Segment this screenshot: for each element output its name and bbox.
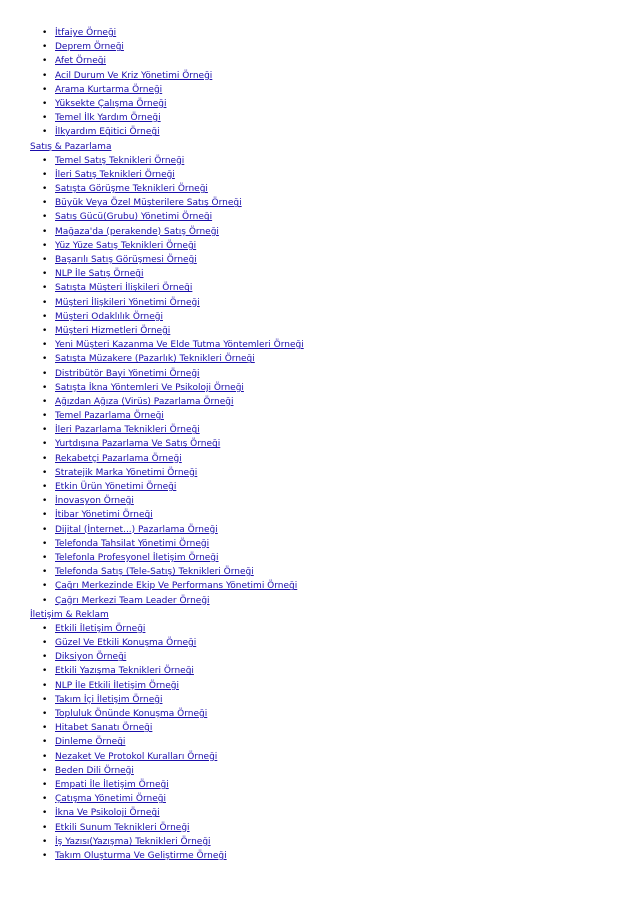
list-item xyxy=(30,806,304,820)
bullet-icon: • xyxy=(42,70,48,81)
link-dijital-internet-pazarlama-ornegi[interactable]: Dijital (İnternet...) Pazarlama Örneği xyxy=(55,524,218,535)
bullet-icon: • xyxy=(42,42,48,53)
bullet-icon: • xyxy=(42,794,48,805)
link-itibar-yonetimi-ornegi[interactable]: İtibar Yönetimi Örneği xyxy=(55,510,153,521)
list-item xyxy=(30,111,304,125)
bullet-icon: • xyxy=(42,127,48,138)
list-item xyxy=(30,849,304,863)
bullet-icon: • xyxy=(42,297,48,308)
list-item xyxy=(30,225,304,239)
link-agizdan-agiza-virus-pazarlama-ornegi[interactable]: Ağızdan Ağıza (Virüs) Pazarlama Örneği xyxy=(55,396,234,407)
link-yuksekte-calisma-ornegi[interactable]: Yüksekte Çalışma Örneği xyxy=(55,98,167,109)
bullet-icon: • xyxy=(42,496,48,507)
link-dinleme-ornegi[interactable]: Dinleme Örneği xyxy=(55,737,126,748)
link-satista-muzakere-pazarlik-teknikleri-ornegi[interactable]: Satışta Müzakere (Pazarlık) Teknikleri Örneği xyxy=(55,354,255,365)
bullet-icon: • xyxy=(42,184,48,195)
bullet-icon: • xyxy=(42,368,48,379)
link-is-yazisi-yazisma-teknikleri-ornegi[interactable]: İş Yazısı(Yazışma) Teknikleri Örneği xyxy=(55,836,211,847)
list-item xyxy=(30,423,304,437)
list-item xyxy=(30,835,304,849)
bullet-icon: • xyxy=(42,113,48,124)
list-item xyxy=(30,367,304,381)
bullet-icon: • xyxy=(42,567,48,578)
bullet-icon: • xyxy=(42,255,48,265)
bullet-icon: • xyxy=(42,595,48,606)
bullet-icon: • xyxy=(42,779,48,790)
bullet-icon: • xyxy=(42,453,48,464)
bullet-icon: • xyxy=(42,439,48,450)
list-item xyxy=(30,565,304,579)
section-heading xyxy=(30,608,304,622)
link-acil-durum-ve-kriz-yonetimi-ornegi[interactable]: Acil Durum Ve Kriz Yönetimi Örneği xyxy=(55,70,213,81)
bullet-icon: • xyxy=(42,396,48,407)
link-musteri-iliskileri-yonetimi-ornegi[interactable]: Müşteri İlişkileri Yönetimi Örneği xyxy=(55,297,200,308)
link-yeni-musteri-kazanma-ve-elde-tutma-yontemleri-ornegi[interactable]: Yeni Müşteri Kazanma Ve Elde Tutma Yöntemleri Örneği xyxy=(55,340,304,351)
link-temel-satis-teknikleri-ornegi[interactable]: Temel Satış Teknikleri Örneği xyxy=(55,155,185,166)
bullet-icon: • xyxy=(42,709,48,719)
link-ilkyardim-egitici-ornegi[interactable]: İlkyardım Eğitici Örneği xyxy=(55,127,160,138)
bullet-icon: • xyxy=(42,581,48,592)
list-item xyxy=(30,338,304,352)
list-item xyxy=(30,480,304,494)
link-rekabetci-pazarlama-ornegi[interactable]: Rekabetçi Pazarlama Örneği xyxy=(55,453,182,464)
link-ileri-satis-teknikleri-ornegi[interactable]: İleri Satış Teknikleri Örneği xyxy=(55,169,175,180)
bullet-icon: • xyxy=(42,510,48,521)
bullet-icon: • xyxy=(42,340,48,351)
list-item xyxy=(30,381,304,395)
link-hitabet-sanati-ornegi[interactable]: Hitabet Sanatı Örneği xyxy=(55,723,153,734)
document-body xyxy=(30,26,304,863)
bullet-icon: • xyxy=(42,56,48,67)
bullet-icon: • xyxy=(42,822,48,833)
list-item xyxy=(30,395,304,409)
bullet-icon: • xyxy=(42,98,48,109)
link-basarili-satis-gorusmesi-ornegi[interactable]: Başarılı Satış Görüşmesi Örneği xyxy=(55,255,197,265)
bullet-icon: • xyxy=(42,325,48,336)
list-item xyxy=(30,679,304,693)
list-item xyxy=(30,551,304,565)
link-musteri-odaklilik-ornegi[interactable]: Müşteri Odaklılık Örneği xyxy=(55,311,163,322)
bullet-icon: • xyxy=(42,198,48,209)
bullet-icon: • xyxy=(42,240,48,251)
link-nlp-ile-satis-ornegi[interactable]: NLP İle Satış Örneği xyxy=(55,269,144,280)
list-item xyxy=(30,494,304,508)
link-distributor-bayi-yonetimi-ornegi[interactable]: Distribütör Bayi Yönetimi Örneği xyxy=(55,368,200,379)
bullet-icon: • xyxy=(42,524,48,535)
list-item xyxy=(30,594,304,608)
bullet-icon: • xyxy=(42,482,48,492)
list-item xyxy=(30,310,304,324)
bullet-icon: • xyxy=(42,283,48,294)
link-topluluk-onunde-konusma-ornegi[interactable]: Topluluk Önünde Konuşma Örneği xyxy=(55,709,208,719)
bullet-icon: • xyxy=(42,836,48,847)
bullet-icon: • xyxy=(42,638,48,649)
link-nlp-ile-etkili-iletisim-ornegi[interactable]: NLP İle Etkili İletişim Örneği xyxy=(55,680,179,691)
list-item xyxy=(30,707,304,721)
section-heading-link[interactable]: Satış & Pazarlama xyxy=(30,141,112,152)
link-satista-gorusme-teknikleri-ornegi[interactable]: Satışta Görüşme Teknikleri Örneği xyxy=(55,184,208,195)
link-afet-ornegi[interactable]: Afet Örneği xyxy=(55,56,107,67)
section-heading xyxy=(30,140,304,154)
list-item xyxy=(30,324,304,338)
link-deprem-ornegi[interactable]: Deprem Örneği xyxy=(55,42,124,53)
list-item xyxy=(30,253,304,267)
list-item xyxy=(30,452,304,466)
link-temel-ilk-yardim-ornegi[interactable]: Temel İlk Yardım Örneği xyxy=(55,113,161,124)
link-takim-olusturma-ve-gelistirme-ornegi[interactable]: Takım Oluşturma Ve Geliştirme Örneği xyxy=(55,850,227,861)
link-telefonda-satis-tele-satis-teknikleri-ornegi[interactable]: Telefonda Satış (Tele-Satış) Teknikleri Örneği xyxy=(55,567,254,578)
link-telefonda-tahsilat-yonetimi-ornegi[interactable]: Telefonda Tahsilat Yönetimi Örneği xyxy=(55,538,210,549)
bullet-icon: • xyxy=(42,765,48,776)
bullet-icon: • xyxy=(42,552,48,563)
bullet-icon: • xyxy=(42,751,48,762)
bullet-icon: • xyxy=(42,354,48,365)
link-etkili-yazisma-teknikleri-ornegi[interactable]: Etkili Yazışma Teknikleri Örneği xyxy=(55,666,194,677)
link-ileri-pazarlama-teknikleri-ornegi[interactable]: İleri Pazarlama Teknikleri Örneği xyxy=(55,425,200,436)
link-arama-kurtarma-ornegi[interactable]: Arama Kurtarma Örneği xyxy=(55,84,163,95)
list-item xyxy=(30,508,304,522)
link-takim-ici-iletisim-ornegi[interactable]: Takım İçi İletişim Örneği xyxy=(55,694,163,705)
bullet-icon: • xyxy=(42,694,48,705)
link-cagri-merkezinde-ekip-ve-performans-yonetimi-ornegi[interactable]: Çağrı Merkezinde Ekip Ve Performans Yönetimi Örneği xyxy=(55,581,298,592)
bullet-icon: • xyxy=(42,169,48,180)
list-item xyxy=(30,622,304,636)
bullet-icon: • xyxy=(42,808,48,819)
bullet-icon: • xyxy=(42,850,48,861)
list-item xyxy=(30,721,304,735)
list-item xyxy=(30,267,304,281)
link-buyuk-veya-ozel-musterilere-satis-ornegi[interactable]: Büyük Veya Özel Müşterilere Satış Örneği xyxy=(55,198,242,209)
list-item xyxy=(30,125,304,139)
link-nezaket-ve-protokol-kurallari-ornegi[interactable]: Nezaket Ve Protokol Kuralları Örneği xyxy=(55,751,218,762)
list-item xyxy=(30,764,304,778)
list-item xyxy=(30,239,304,253)
list-item xyxy=(30,154,304,168)
bullet-icon: • xyxy=(42,680,48,691)
list-item xyxy=(30,537,304,551)
link-telefonla-profesyonel-iletisim-ornegi[interactable]: Telefonla Profesyonel İletişim Örneği xyxy=(55,552,219,563)
list-item xyxy=(30,54,304,68)
list-item xyxy=(30,636,304,650)
list-item xyxy=(30,296,304,310)
bullet-icon: • xyxy=(42,382,48,393)
link-magaza-da-perakende-satis-ornegi[interactable]: Mağaza'da (perakende) Satış Örneği xyxy=(55,226,219,237)
list-item xyxy=(30,83,304,97)
list-item xyxy=(30,97,304,111)
bullet-icon: • xyxy=(42,467,48,478)
bullet-icon: • xyxy=(42,538,48,549)
list-item xyxy=(30,650,304,664)
list-item xyxy=(30,40,304,54)
bullet-icon: • xyxy=(42,269,48,280)
list-item xyxy=(30,821,304,835)
link-empati-ile-iletisim-ornegi[interactable]: Empati İle İletişim Örneği xyxy=(55,779,169,790)
link-yurtdisina-pazarlama-ve-satis-ornegi[interactable]: Yurtdışına Pazarlama Ve Satış Örneği xyxy=(55,439,221,450)
list-item xyxy=(30,664,304,678)
list-item xyxy=(30,182,304,196)
list-item xyxy=(30,523,304,537)
bullet-icon: • xyxy=(42,737,48,748)
link-guzel-ve-etkili-konusma-ornegi[interactable]: Güzel Ve Etkili Konuşma Örneği xyxy=(55,638,197,649)
list-item xyxy=(30,778,304,792)
bullet-icon: • xyxy=(42,623,48,634)
bullet-icon: • xyxy=(42,28,48,38)
list-item xyxy=(30,466,304,480)
link-stratejik-marka-yonetimi-ornegi[interactable]: Stratejik Marka Yönetimi Örneği xyxy=(55,467,198,478)
link-etkili-iletisim-ornegi[interactable]: Etkili İletişim Örneği xyxy=(55,623,146,634)
bullet-icon: • xyxy=(42,666,48,677)
bullet-icon: • xyxy=(42,411,48,422)
link-cagri-merkezi-team-leader-ornegi[interactable]: Çağrı Merkezi Team Leader Örneği xyxy=(55,595,210,606)
link-satista-ikna-yontemleri-ve-psikoloji-ornegi[interactable]: Satışta İkna Yöntemleri Ve Psikoloji Örneği xyxy=(55,382,244,393)
link-yuz-yuze-satis-teknikleri-ornegi[interactable]: Yüz Yüze Satış Teknikleri Örneği xyxy=(55,240,197,251)
list-item xyxy=(30,69,304,83)
bullet-icon: • xyxy=(42,84,48,95)
list-item xyxy=(30,792,304,806)
list-item xyxy=(30,750,304,764)
link-satista-musteri-iliskileri-ornegi[interactable]: Satışta Müşteri İlişkileri Örneği xyxy=(55,283,193,294)
list-item xyxy=(30,210,304,224)
bullet-icon: • xyxy=(42,425,48,436)
bullet-icon: • xyxy=(42,212,48,223)
bullet-icon: • xyxy=(42,652,48,663)
bullet-icon: • xyxy=(42,226,48,237)
link-catisma-yonetimi-ornegi[interactable]: Çatışma Yönetimi Örneği xyxy=(55,794,166,805)
list-item xyxy=(30,196,304,210)
link-temel-pazarlama-ornegi[interactable]: Temel Pazarlama Örneği xyxy=(55,411,164,422)
link-etkin-urun-yonetimi-ornegi[interactable]: Etkin Ürün Yönetimi Örneği xyxy=(55,482,177,492)
bullet-icon: • xyxy=(42,311,48,322)
list-item xyxy=(30,168,304,182)
link-satis-gucu-grubu-yonetimi-ornegi[interactable]: Satış Gücü(Grubu) Yönetimi Örneği xyxy=(55,212,213,223)
link-ikna-ve-psikoloji-ornegi[interactable]: İkna Ve Psikoloji Örneği xyxy=(55,808,160,819)
link-itfaiye-ornegi[interactable]: İtfaiye Örneği xyxy=(55,28,117,38)
link-diksiyon-ornegi[interactable]: Diksiyon Örneği xyxy=(55,652,127,663)
list-item xyxy=(30,352,304,366)
list-item xyxy=(30,409,304,423)
bullet-icon: • xyxy=(42,723,48,734)
list-item xyxy=(30,579,304,593)
link-inovasyon-ornegi[interactable]: İnovasyon Örneği xyxy=(55,496,134,507)
link-musteri-hizmetleri-ornegi[interactable]: Müşteri Hizmetleri Örneği xyxy=(55,325,171,336)
list-item xyxy=(30,26,304,40)
bullet-icon: • xyxy=(42,155,48,166)
list-item xyxy=(30,281,304,295)
link-etkili-sunum-teknikleri-ornegi[interactable]: Etkili Sunum Teknikleri Örneği xyxy=(55,822,190,833)
list-item xyxy=(30,693,304,707)
list-item xyxy=(30,437,304,451)
list-item xyxy=(30,735,304,749)
section-heading-link[interactable]: İletişim & Reklam xyxy=(30,609,109,620)
link-beden-dili-ornegi[interactable]: Beden Dili Örneği xyxy=(55,765,134,776)
